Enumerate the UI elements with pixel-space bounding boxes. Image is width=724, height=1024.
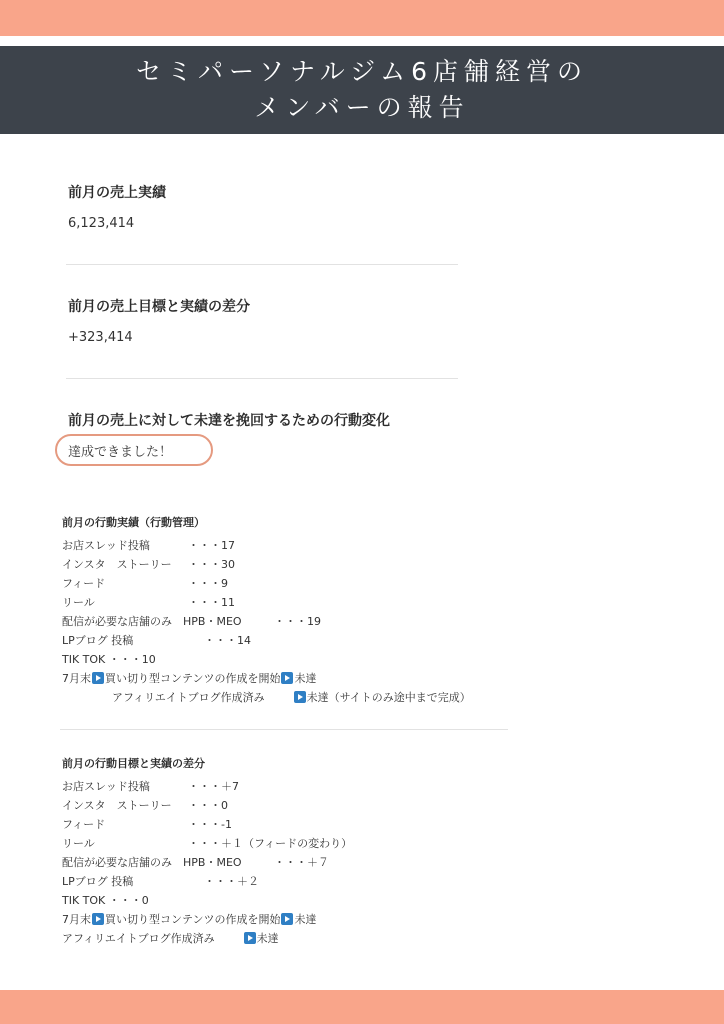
sales-diff-value: +323,414 bbox=[68, 330, 133, 345]
plan-text: 買い切り型コンテンツの作成を開始 bbox=[105, 913, 281, 926]
plan-prefix: 7月末 bbox=[62, 672, 91, 685]
item-label: お店スレッド投稿 bbox=[62, 539, 150, 552]
affiliate-label: アフィリエイトブログ作成済み bbox=[112, 691, 265, 704]
item-value: ・・・0 bbox=[188, 799, 228, 812]
top-accent-band bbox=[0, 0, 724, 36]
item-label: TIK TOK ・・・10 bbox=[62, 653, 156, 666]
play-icon bbox=[92, 672, 104, 684]
item-value: ・・・＋１（フィードの変わり） bbox=[188, 837, 353, 850]
action-actual-heading: 前月の行動実績（行動管理） bbox=[62, 516, 205, 529]
item-value: ・・・11 bbox=[188, 596, 235, 609]
plan-status: 未達 bbox=[294, 672, 317, 685]
affiliate-row bbox=[62, 931, 279, 947]
item-label: 配信が必要な店舗のみ HPB・MEO bbox=[62, 856, 242, 869]
sales-actual-heading: 前月の売上実績 bbox=[68, 185, 166, 201]
item-value: ・・・＋２ bbox=[204, 875, 259, 888]
divider bbox=[60, 729, 508, 730]
sales-diff-heading: 前月の売上目標と実績の差分 bbox=[68, 299, 250, 315]
play-icon bbox=[281, 913, 293, 925]
play-icon bbox=[294, 691, 306, 703]
plan-row bbox=[62, 671, 316, 687]
item-label: インスタ ストーリー bbox=[62, 799, 172, 812]
item-value: ・・・9 bbox=[188, 577, 228, 590]
affiliate-label: アフィリエイトブログ作成済み bbox=[62, 932, 215, 945]
bottom-accent-band bbox=[0, 990, 724, 1024]
item-label: TIK TOK ・・・0 bbox=[62, 894, 149, 907]
item-value: ・・・17 bbox=[188, 539, 235, 552]
item-value: ・・・19 bbox=[274, 615, 321, 628]
item-value: ・・・＋７ bbox=[274, 856, 329, 869]
plan-text: 買い切り型コンテンツの作成を開始 bbox=[105, 672, 281, 685]
item-label: LPブログ 投稿 bbox=[62, 875, 134, 888]
plan-row bbox=[62, 912, 316, 928]
title-banner bbox=[0, 46, 724, 134]
recovery-action-heading: 前月の売上に対して未達を挽回するための行動変化 bbox=[68, 413, 390, 429]
page-title-line-2: メンバーの報告 bbox=[254, 93, 470, 122]
affiliate-status: 未達 bbox=[256, 932, 279, 945]
item-label: フィード bbox=[62, 577, 106, 590]
play-icon bbox=[244, 932, 256, 944]
page-title-line-1: セミパーソナルジム6店舗経営の bbox=[135, 57, 589, 86]
item-value: ・・・30 bbox=[188, 558, 235, 571]
affiliate-row bbox=[112, 690, 471, 706]
sales-actual-value: 6,123,414 bbox=[68, 216, 135, 231]
play-icon bbox=[92, 913, 104, 925]
action-diff-heading: 前月の行動目標と実績の差分 bbox=[62, 757, 205, 770]
item-label: インスタ ストーリー bbox=[62, 558, 172, 571]
item-value: ・・・14 bbox=[204, 634, 251, 647]
item-label: リール bbox=[62, 596, 95, 609]
item-value: ・・・＋7 bbox=[188, 780, 239, 793]
divider bbox=[66, 264, 458, 265]
play-icon bbox=[281, 672, 293, 684]
item-label: お店スレッド投稿 bbox=[62, 780, 150, 793]
plan-status: 未達 bbox=[294, 913, 317, 926]
item-label: フィード bbox=[62, 818, 106, 831]
recovery-action-value: 達成できました！ bbox=[68, 445, 173, 460]
item-label: 配信が必要な店舗のみ HPB・MEO bbox=[62, 615, 242, 628]
affiliate-status: 未達（サイトのみ途中まで完成） bbox=[306, 691, 471, 704]
divider bbox=[66, 378, 458, 379]
item-value: ・・・-1 bbox=[188, 818, 232, 831]
item-label: リール bbox=[62, 837, 95, 850]
plan-prefix: 7月末 bbox=[62, 913, 91, 926]
item-label: LPブログ 投稿 bbox=[62, 634, 134, 647]
